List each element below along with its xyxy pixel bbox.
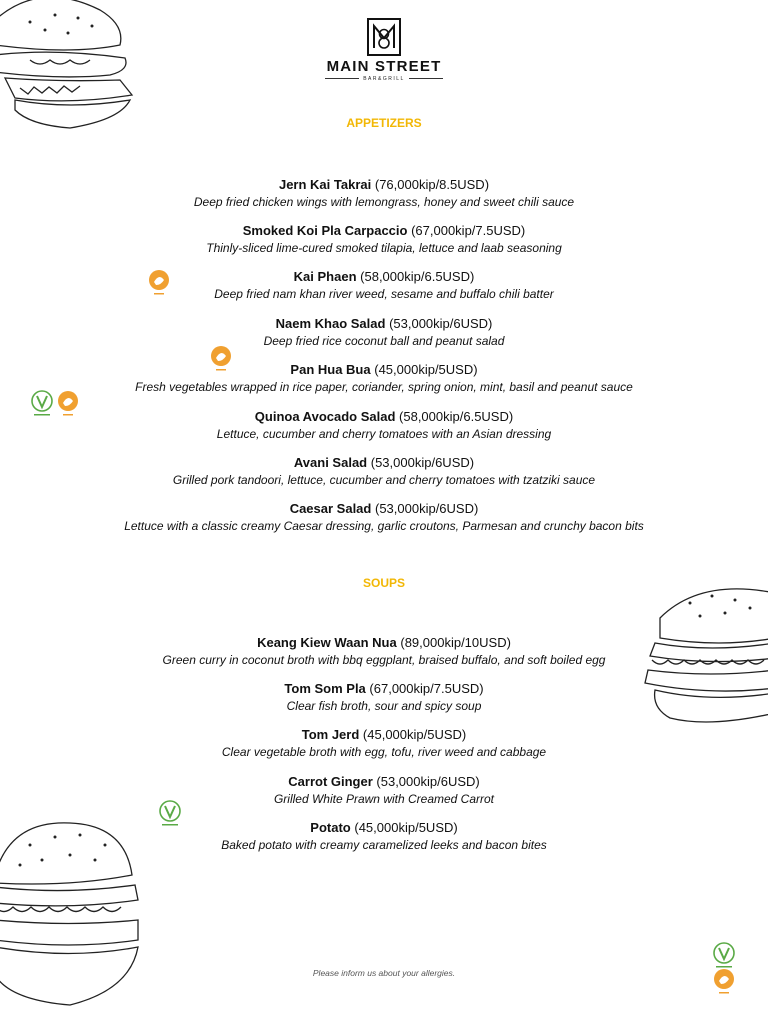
brand-monogram-icon (367, 18, 401, 56)
menu-item (0, 408, 768, 442)
item-name: Caesar Salad (289, 501, 372, 516)
item-description: Thinly-sliced lime-cured smoked tilapia, lettuce and laab seasoning (206, 241, 562, 255)
item-description: Deep fried rice coconut ball and peanut salad (263, 334, 505, 348)
local-icon (56, 389, 80, 419)
item-name: Carrot Ginger (288, 774, 373, 789)
brand-tagline: BAR&GRILL (318, 76, 450, 82)
item-price: (45,000kip/5USD) (354, 820, 458, 835)
menu-item (0, 680, 768, 714)
item-description: Lettuce, cucumber and cherry tomatoes with an Asian dressing (216, 427, 552, 441)
menu-item (0, 454, 768, 488)
item-price: (45,000kip/5USD) (374, 362, 478, 377)
menu-item (0, 176, 768, 210)
item-name: Avani Salad (293, 455, 368, 470)
item-price: (67,000kip/7.5USD) (411, 223, 526, 238)
item-description: Grilled pork tandoori, lettuce, cucumber and cherry tomatoes with tzatziki sauce (172, 473, 596, 487)
item-description: Grilled White Prawn with Creamed Carrot (273, 792, 495, 806)
item-name: Keang Kiew Waan Nua (257, 635, 397, 650)
item-name: Smoked Koi Pla Carpaccio (242, 223, 408, 238)
item-name: Naem Khao Salad (275, 316, 386, 331)
item-name: Tom Som Pla (284, 681, 366, 696)
item-description: Lettuce with a classic creamy Caesar dressing, garlic croutons, Parmesan and crunchy bacon bits (124, 519, 644, 533)
section-title-appetizers: APPETIZERS (346, 116, 422, 130)
menu-item (0, 726, 768, 760)
item-price: (58,000kip/6.5USD) (399, 409, 514, 424)
item-name: Tom Jerd (301, 727, 360, 742)
item-name: Quinoa Avocado Salad (254, 409, 396, 424)
item-description: Clear vegetable broth with egg, tofu, river weed and cabbage (221, 745, 547, 759)
menu-item (0, 315, 768, 349)
vegetarian-icon (30, 389, 54, 419)
item-price: (53,000kip/6USD) (376, 774, 480, 789)
menu-item (0, 361, 768, 395)
item-name: Jern Kai Takrai (278, 177, 372, 192)
allergy-note: Please inform us about your allergies. (312, 968, 456, 978)
item-name: Kai Phaen (293, 269, 357, 284)
item-price: (45,000kip/5USD) (362, 727, 467, 742)
brand-name: MAIN STREET (326, 58, 442, 75)
burger-illustration-top-left (0, 0, 140, 135)
item-name: Pan Hua Bua (290, 362, 371, 377)
vegetarian-icon (158, 799, 182, 829)
local-icon (147, 268, 171, 298)
item-description: Deep fried nam khan river weed, sesame and buffalo chili batter (214, 287, 554, 301)
item-price: (53,000kip/6USD) (389, 316, 493, 331)
item-description: Deep fried chicken wings with lemongrass, honey and sweet chili sauce (193, 195, 575, 209)
menu-item (0, 500, 768, 534)
item-description: Baked potato with creamy caramelized leeks and bacon bites (221, 838, 547, 852)
section-title-soups: SOUPS (362, 576, 405, 590)
item-description: Fresh vegetables wrapped in rice paper, coriander, spring onion, mint, basil and peanut sauce (135, 380, 633, 394)
local-icon (209, 344, 233, 374)
item-price: (53,000kip/6USD) (374, 501, 479, 516)
item-price: (58,000kip/6.5USD) (360, 269, 475, 284)
menu-item (0, 819, 768, 853)
item-price: (76,000kip/8.5USD) (374, 177, 490, 192)
menu-item (0, 634, 768, 668)
item-description: Green curry in coconut broth with bbq eggplant, braised buffalo, and soft boiled egg (162, 653, 606, 667)
item-name: Potato (310, 820, 351, 835)
item-price: (89,000kip/10USD) (400, 635, 511, 650)
item-price: (67,000kip/7.5USD) (369, 681, 484, 696)
item-price: (53,000kip/6USD) (370, 455, 475, 470)
menu-item (0, 268, 768, 302)
brand-logo (318, 18, 450, 82)
menu-item (0, 773, 768, 807)
menu-item (0, 222, 768, 256)
item-description: Clear fish broth, sour and spicy soup (286, 699, 482, 713)
